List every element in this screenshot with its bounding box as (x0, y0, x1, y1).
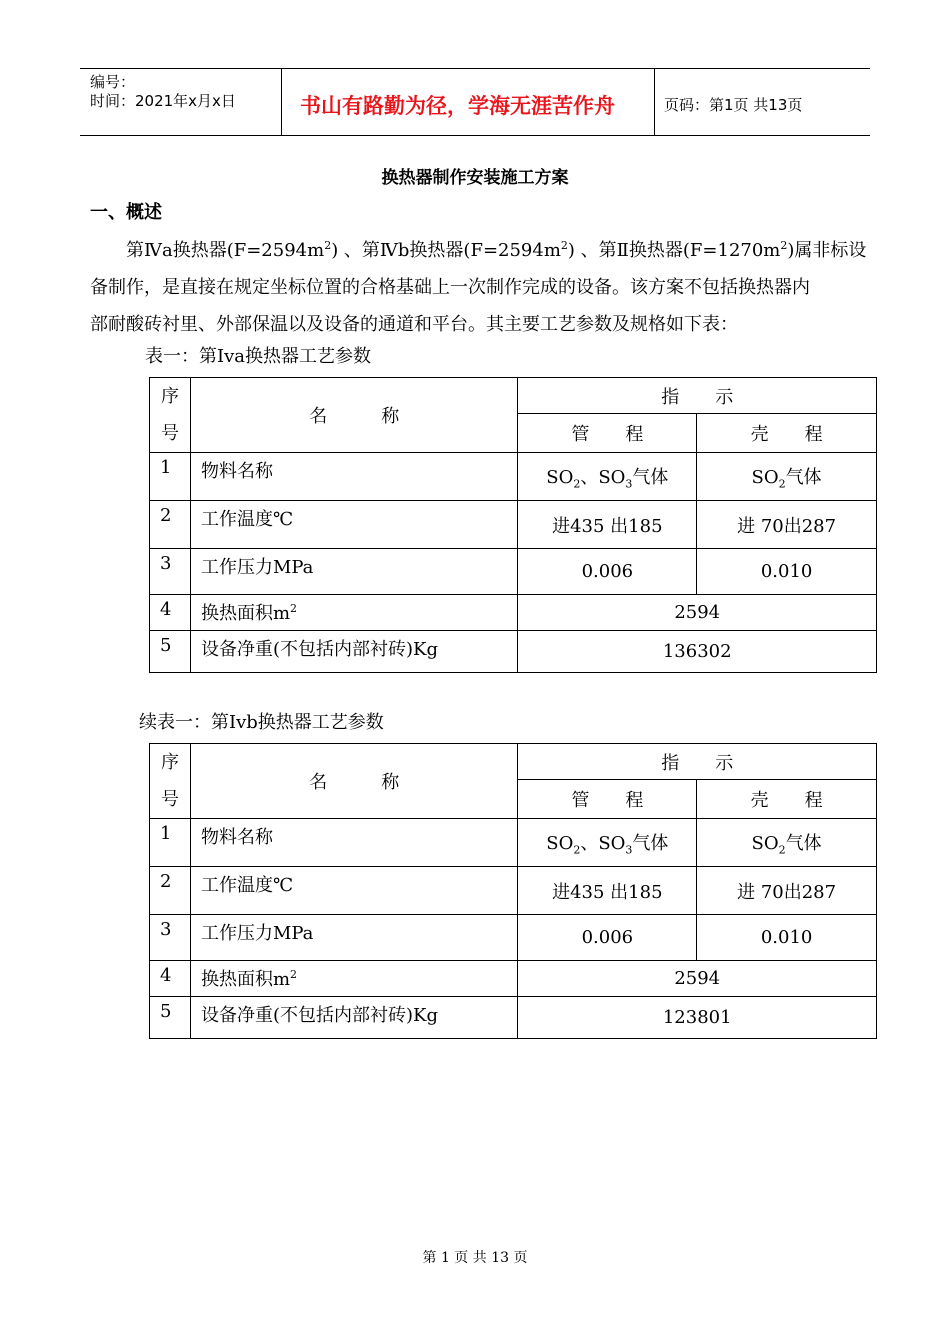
merged-value: 2594 (518, 595, 877, 631)
tube-header: 管 程 (518, 414, 697, 453)
row-number: 2 (150, 501, 191, 549)
table-row (150, 501, 877, 549)
tube-value: 0.006 (518, 915, 697, 961)
row-number: 1 (150, 819, 191, 867)
row-number: 4 (150, 595, 191, 631)
row-name: 换热面积$m^2$ (190, 961, 518, 997)
indicate-header: 指 示 (518, 378, 877, 414)
row-number: 3 (150, 915, 191, 961)
row-name: 设备净重(不包括内部衬砖)Kg (190, 997, 518, 1039)
row-name: 设备净重(不包括内部衬砖)Kg (190, 631, 518, 673)
shell-value: 0.010 (697, 915, 877, 961)
name-header: 名 称 (190, 378, 518, 453)
row-name: 工作温度℃ (190, 501, 518, 549)
page-info: 页码：第1页 共13页 (664, 96, 803, 114)
document-title: 换热器制作安装施工方案 (381, 168, 569, 188)
table-row (150, 961, 877, 997)
merged-value: 136302 (518, 631, 877, 673)
paragraph-line-3: 部耐酸砖衬里、外部保温以及设备的通道和平台。其主要工艺参数及规格如下表： (90, 314, 738, 335)
table-row (150, 453, 877, 501)
page-footer: 第 1 页 共 13 页 (422, 1250, 528, 1266)
row-name: 换热面积$m^2$ (190, 595, 518, 631)
paragraph-line-2: 备制作，是直接在规定坐标位置的合格基础上一次制作完成的设备。该方案不包括换热器内 (90, 277, 810, 298)
seq-header: 序 号 (150, 378, 191, 453)
table-row (150, 595, 877, 631)
merged-value: 123801 (518, 997, 877, 1039)
doc-number-label: 编号： (90, 73, 136, 91)
table-row (150, 997, 877, 1039)
table-header-row (150, 378, 877, 414)
date-label: 时间：2021年x月x日 (90, 92, 236, 110)
shell-value: 进 70出287 (697, 501, 877, 549)
tube-value: $SO_2$、$SO_3$气体 (518, 453, 697, 501)
shell-value: $SO_2$气体 (697, 819, 877, 867)
indicate-header: 指 示 (518, 744, 877, 780)
row-name: 工作压力MPa (190, 549, 518, 595)
tube-header: 管 程 (518, 780, 697, 819)
row-name: 物料名称 (190, 819, 518, 867)
name-header: 名 称 (190, 744, 518, 819)
table-header-row (150, 744, 877, 780)
row-number: 1 (150, 453, 191, 501)
row-number: 2 (150, 867, 191, 915)
tube-value: 进435 出185 (518, 867, 697, 915)
shell-header: 壳 程 (697, 414, 877, 453)
seq-header: 序 号 (150, 744, 191, 819)
table2-caption: 续表一：第Ivb换热器工艺参数 (139, 712, 384, 733)
tube-value: 0.006 (518, 549, 697, 595)
table-row (150, 915, 877, 961)
row-number: 3 (150, 549, 191, 595)
table-row (150, 819, 877, 867)
table-row (150, 631, 877, 673)
shell-value: 进 70出287 (697, 867, 877, 915)
table-row (150, 867, 877, 915)
header-divider-left (281, 68, 282, 136)
merged-value: 2594 (518, 961, 877, 997)
shell-header: 壳 程 (697, 780, 877, 819)
table1-caption: 表一：第Iva换热器工艺参数 (145, 346, 372, 367)
paragraph-line-1: 第Ⅳa换热器$(F=2594m^2)$ 、第Ⅳb换热器$(F=2594m^2)$ 、第Ⅱ换热器$(F=1270m^2)$属非标设 (126, 239, 867, 261)
header-bottom-rule (80, 135, 870, 136)
tube-value: $SO_2$、$SO_3$气体 (518, 819, 697, 867)
intro-paragraph (90, 227, 870, 343)
header-top-rule (80, 68, 870, 69)
row-name: 工作压力MPa (190, 915, 518, 961)
row-name: 工作温度℃ (190, 867, 518, 915)
table-row (150, 549, 877, 595)
header-divider-right (654, 68, 655, 136)
shell-value: $SO_2$气体 (697, 453, 877, 501)
table2 (149, 743, 877, 1039)
row-number: 5 (150, 631, 191, 673)
row-number: 4 (150, 961, 191, 997)
section-heading: 一、概述 (90, 202, 162, 223)
tube-value: 进435 出185 (518, 501, 697, 549)
shell-value: 0.010 (697, 549, 877, 595)
table1 (149, 377, 877, 673)
row-number: 5 (150, 997, 191, 1039)
row-name: 物料名称 (190, 453, 518, 501)
motto: 书山有路勤为径，学海无涯苦作舟 (300, 94, 615, 118)
